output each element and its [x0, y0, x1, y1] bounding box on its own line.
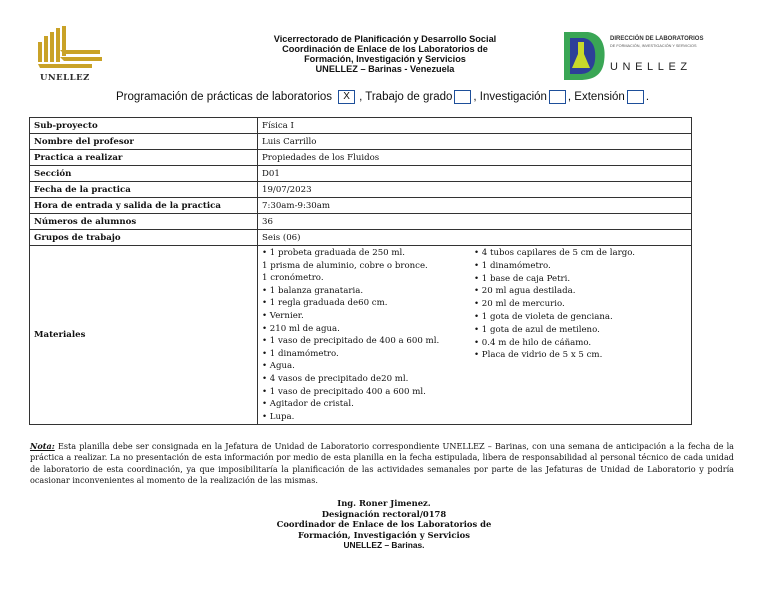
table-row [30, 118, 692, 134]
flask-logo-icon [560, 28, 608, 84]
materials-list-right [474, 247, 635, 423]
list-item: • 1 dinamómetro. [474, 260, 551, 271]
row-value: Física I [258, 118, 692, 134]
laboratory-direction-logo [560, 28, 704, 84]
practice-type-line [116, 90, 649, 104]
materials-cell [258, 246, 692, 425]
note-text: Esta planilla debe ser consignada en la Jefatura de Unidad de Laboratorio correspondiente UNELLEZ – Barinas, con una semana de anticipación a la fecha de la práctica a realizar. La no presentación de esta información por medio de esta planilla en la fecha estipulada, libera de responsabilidad al personal técnico de cada unidad de laboratorio de esta coordinación, ya que imposibilitaría la planificación de las actividades semanales por parte de las Jefaturas de Unidad de Laboratorio y podría ocasionar inconvenientes al momento de la realización de las mismas. [30, 441, 734, 485]
materials-list-left [262, 247, 474, 423]
title-line-3: Formación, Investigación y Servicios [304, 54, 466, 64]
table-row [30, 182, 692, 198]
list-item: • Vernier. [262, 310, 304, 321]
practice-details-table [29, 117, 692, 425]
logo-right-word: UNELLEZ [610, 61, 692, 73]
list-item: • 1 vaso de precipitado de 400 a 600 ml. [262, 336, 440, 347]
title-line-2: Coordinación de Enlace de los Laboratorios de [282, 44, 488, 54]
unellez-emblem-icon [30, 24, 110, 74]
list-item: • 1 balanza granataria. [262, 285, 364, 296]
materials-label: Materiales [30, 246, 258, 425]
list-item: • 210 ml de agua. [262, 323, 340, 334]
row-label: Sección [30, 166, 258, 182]
logo-right-line-2: DE FORMACIÓN, INVESTIGACIÓN Y SERVICIOS [610, 44, 697, 48]
list-item: • Lupa. [262, 411, 295, 422]
logo-left-text: UNELLEZ [40, 73, 90, 83]
row-value: Propiedades de los Fluidos [258, 150, 692, 166]
row-label: Practica a realizar [30, 150, 258, 166]
program-suffix: . [645, 91, 650, 103]
list-item: • 1 regla graduada de60 cm. [262, 298, 388, 309]
list-item: • Placa de vidrio de 5 x 5 cm. [474, 350, 603, 361]
extension-checkbox[interactable] [627, 90, 644, 104]
row-value: 19/07/2023 [258, 182, 692, 198]
row-label: Nombre del profesor [30, 134, 258, 150]
row-value: Luis Carrillo [258, 134, 692, 150]
laboratory-checkbox[interactable]: X [338, 90, 355, 104]
trabajo-de-grado-checkbox[interactable] [454, 90, 471, 104]
signer-role-line-2: Formación, Investigación y Servicios [298, 529, 470, 540]
row-value: 36 [258, 214, 692, 230]
signer-name: Ing. Roner Jimenez. [337, 498, 431, 508]
list-item: 1 cronómetro. [262, 273, 324, 284]
investigacion-checkbox[interactable] [549, 90, 566, 104]
signature-block [250, 498, 518, 551]
materials-row [30, 246, 692, 425]
list-item: • Agitador de cristal. [262, 399, 354, 410]
row-label: Grupos de trabajo [30, 230, 258, 246]
row-label: Sub-proyecto [30, 118, 258, 134]
note-label: Nota: [30, 441, 55, 451]
table-row [30, 166, 692, 182]
table-row [30, 230, 692, 246]
table-row [30, 214, 692, 230]
list-item: • 1 gota de azul de metileno. [474, 324, 600, 335]
list-item: • 4 vasos de precipitado de20 ml. [262, 373, 409, 384]
list-item: 1 prisma de aluminio, cobre o bronce. [262, 260, 428, 271]
signer-role-line-1: Coordinador de Enlace de los Laboratorios de [276, 519, 492, 530]
list-item: • 1 probeta graduada de 250 ml. [262, 248, 406, 258]
list-item: • 1 gota de violeta de genciana. [474, 311, 613, 322]
list-item: • 1 base de caja Petri. [474, 273, 571, 284]
table-row [30, 134, 692, 150]
row-value: 7:30am-9:30am [258, 198, 692, 214]
program-prefix: Programación de prácticas de laboratorios [116, 91, 333, 103]
signer-designation: Designación rectoral/0178 [321, 508, 447, 519]
list-item: • 1 dinamómetro. [262, 348, 339, 359]
signer-place: UNELLEZ – Barinas. [343, 540, 425, 551]
list-item: • 1 vaso de precipitado 400 a 600 ml. [262, 386, 426, 397]
note-paragraph [30, 441, 734, 486]
option-extension: , Extensión [567, 91, 625, 103]
row-label: Hora de entrada y salida de la practica [30, 198, 258, 214]
unellez-logo [30, 24, 110, 86]
list-item: • 0.4 m de hilo de cáñamo. [474, 337, 592, 348]
row-value: Seis (06) [258, 230, 692, 246]
list-item: • 20 ml de mercurio. [474, 299, 565, 310]
row-value: D01 [258, 166, 692, 182]
option-investigacion: , Investigación [473, 91, 547, 103]
table-row [30, 198, 692, 214]
list-item: • 4 tubos capilares de 5 cm de largo. [474, 248, 635, 258]
logo-right-line-1: DIRECCIÓN DE LABORATORIOS [610, 36, 704, 42]
list-item: • 20 ml agua destilada. [474, 286, 576, 297]
title-line-4: UNELLEZ – Barinas - Venezuela [315, 64, 455, 74]
table-row [30, 150, 692, 166]
title-line-1: Vicerrectorado de Planificación y Desarrollo Social [273, 34, 497, 44]
list-item: • Agua. [262, 361, 295, 372]
option-trabajo-de-grado: , Trabajo de grado [359, 91, 453, 103]
institution-title [230, 34, 540, 74]
document-header [0, 0, 768, 88]
row-label: Números de alumnos [30, 214, 258, 230]
row-label: Fecha de la practica [30, 182, 258, 198]
